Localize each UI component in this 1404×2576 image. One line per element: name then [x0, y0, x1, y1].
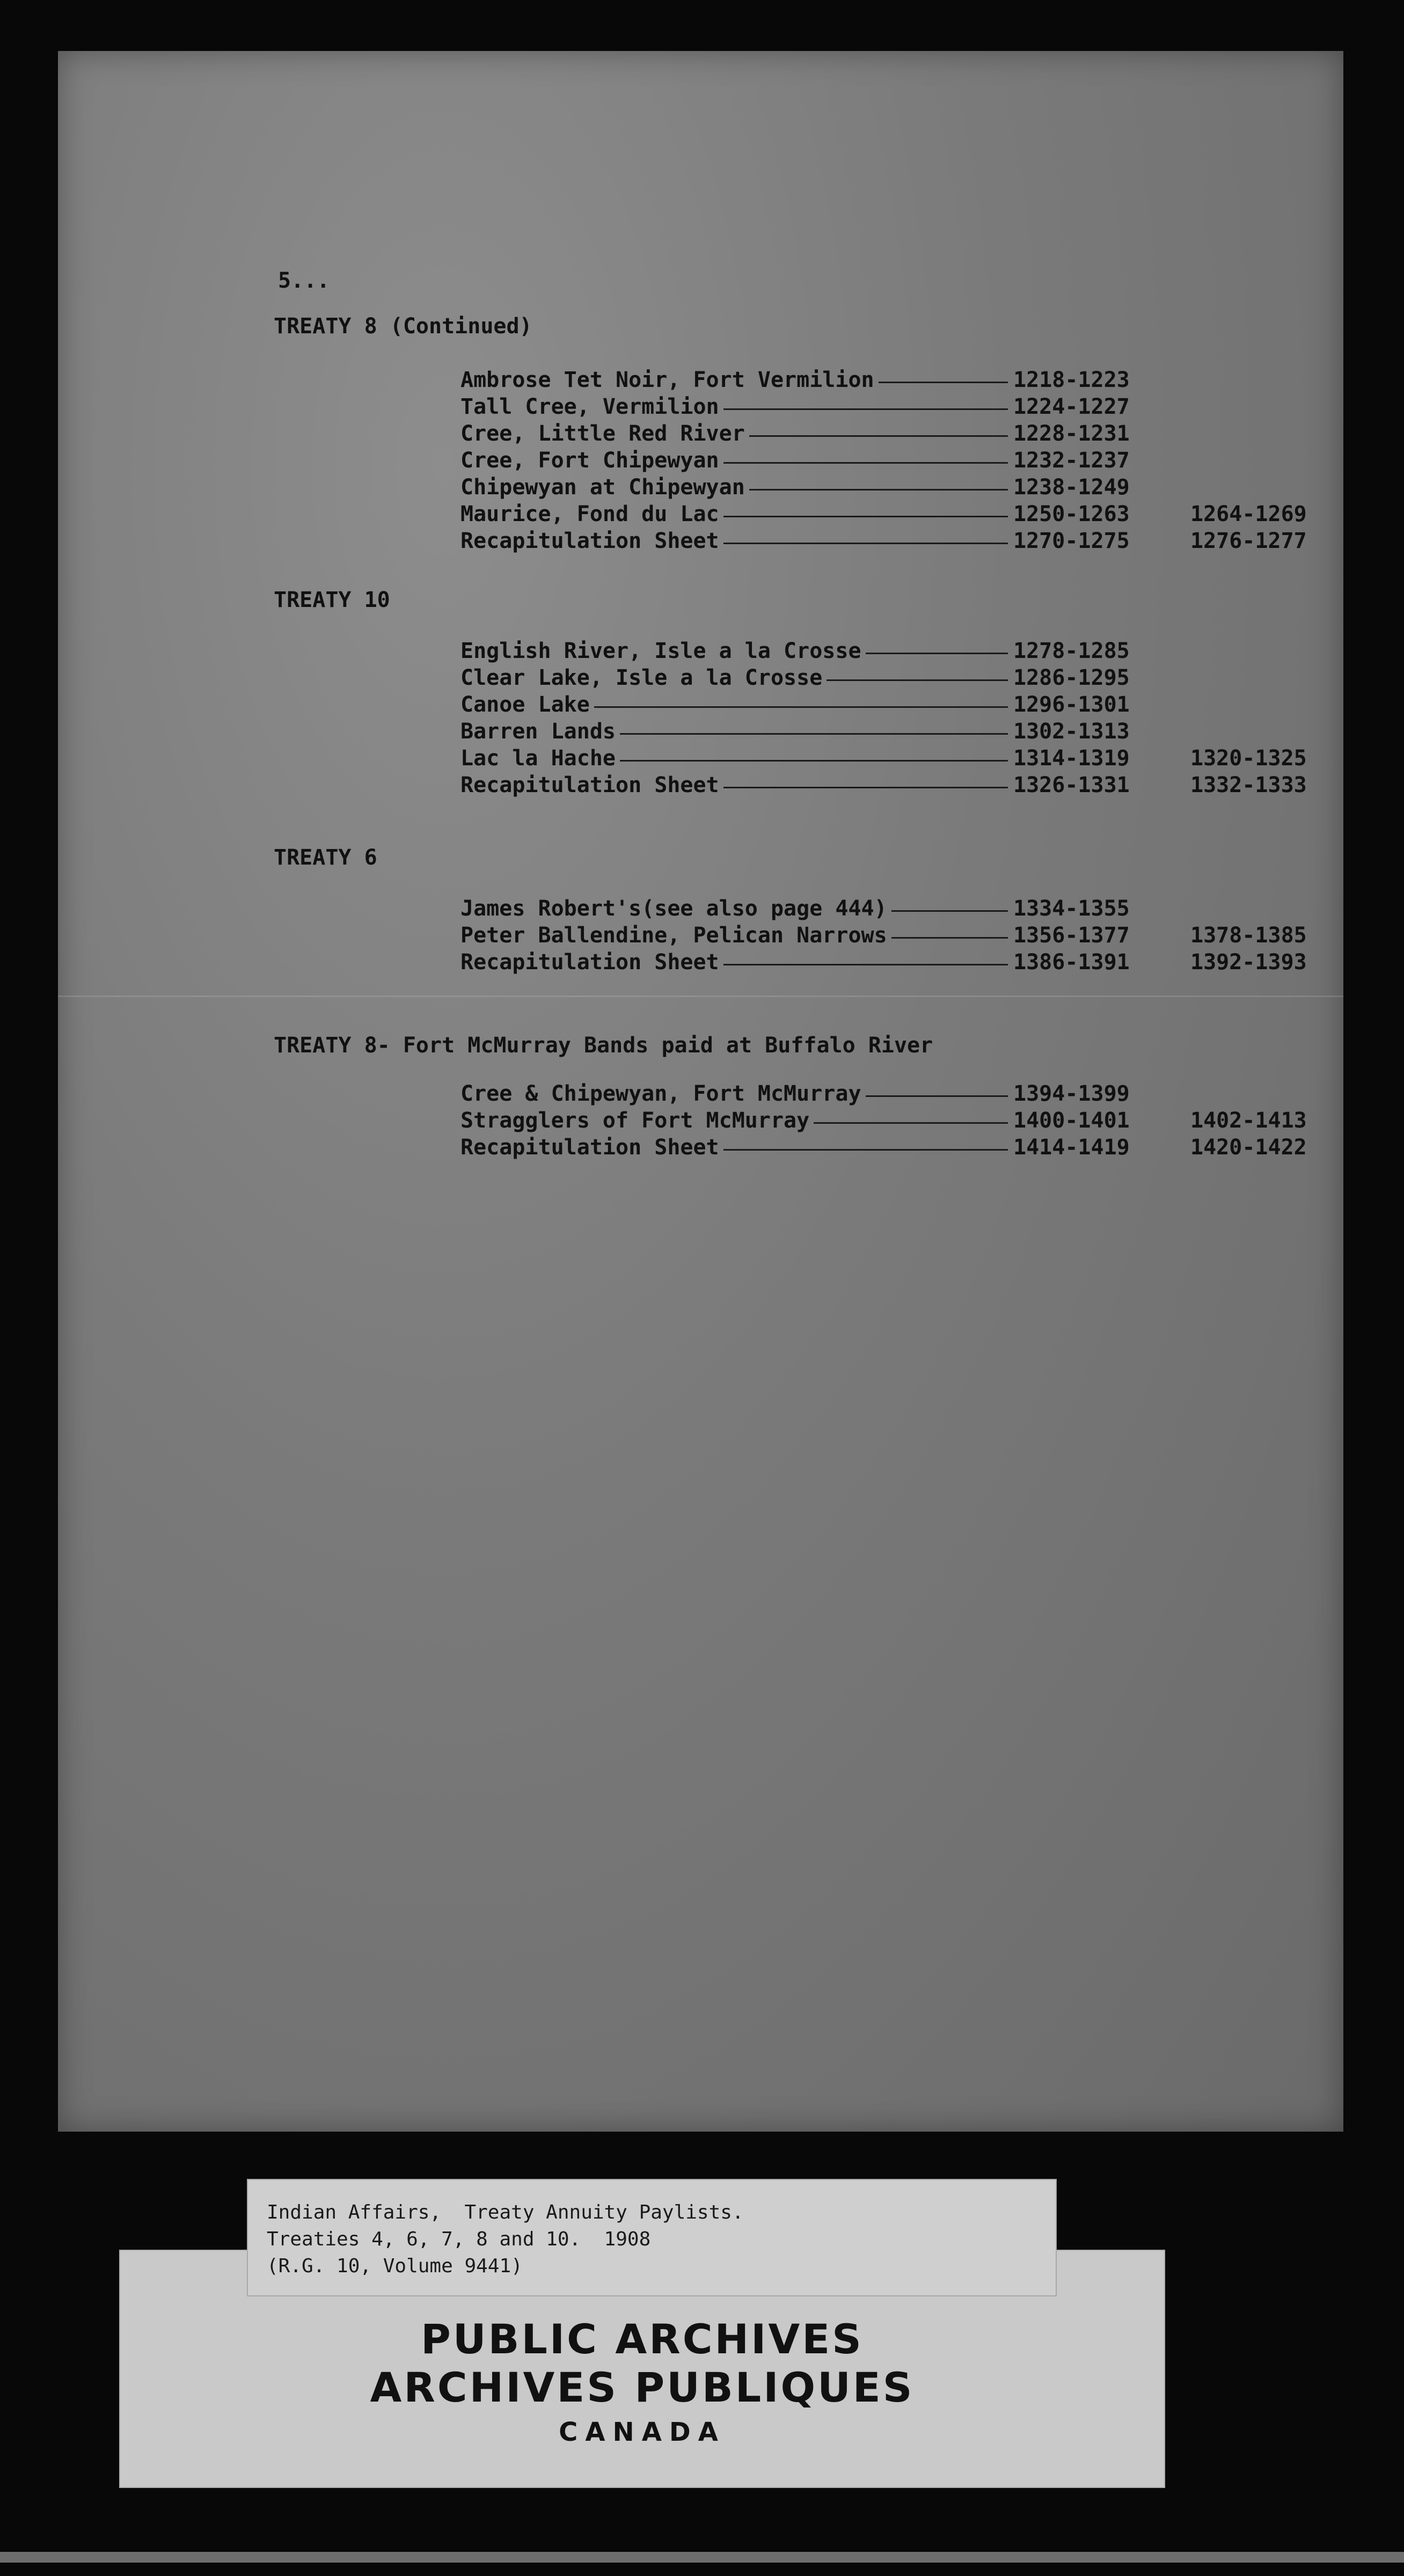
index-entry [460, 896, 1319, 923]
page-range: 1386-1391 [1013, 950, 1130, 975]
index-entry [460, 665, 1319, 692]
entry-label: Ambrose Tet Noir, Fort Vermilion [460, 368, 874, 392]
entry-label: Cree, Fort Chipewyan [460, 448, 719, 473]
page-range: 1326-1331 [1013, 773, 1130, 797]
index-entry [460, 502, 1319, 529]
page-range: 1302-1313 [1013, 719, 1130, 744]
index-entry [460, 639, 1319, 665]
leader-line [620, 760, 1008, 762]
index-entry [460, 1135, 1319, 1162]
index-entry [460, 1108, 1319, 1135]
page-range: 1250-1263 [1013, 502, 1130, 526]
card-line-1: Indian Affairs, Treaty Annuity Paylists. [267, 2201, 744, 2223]
card-line-2: Treaties 4, 6, 7, 8 and 10. 1908 [267, 2228, 651, 2250]
entry-label: Barren Lands [460, 719, 616, 744]
page-range-secondary: 1264-1269 [1190, 502, 1307, 526]
entry-label: Peter Ballendine, Pelican Narrows [460, 923, 887, 948]
leader-line [866, 653, 1008, 654]
entry-label: Stragglers of Fort McMurray [460, 1108, 810, 1133]
page-range-secondary: 1402-1413 [1190, 1108, 1307, 1133]
leader-line [723, 462, 1008, 464]
page-range: 1414-1419 [1013, 1135, 1130, 1160]
page-range: 1334-1355 [1013, 896, 1130, 921]
section-heading: TREATY 8 (Continued) [274, 314, 532, 339]
entry-label: Recapitulation Sheet [460, 529, 719, 553]
section-heading: TREATY 6 [274, 845, 377, 870]
index-entry [460, 421, 1319, 448]
leader-line [827, 679, 1008, 681]
entry-label: Recapitulation Sheet [460, 950, 719, 975]
entry-label: Lac la Hache [460, 746, 616, 771]
page-range: 1400-1401 [1013, 1108, 1130, 1133]
page-range: 1314-1319 [1013, 746, 1130, 771]
entry-label: Recapitulation Sheet [460, 773, 719, 797]
index-entry [460, 368, 1319, 394]
index-entry [460, 1081, 1319, 1108]
page-range: 1296-1301 [1013, 692, 1130, 717]
leader-line [891, 937, 1008, 939]
entry-label: Cree & Chipewyan, Fort McMurray [460, 1081, 861, 1106]
document-page [58, 51, 1343, 2132]
leader-line [866, 1095, 1008, 1097]
leader-line [879, 382, 1008, 383]
page-range: 1224-1227 [1013, 394, 1130, 419]
fold-line [58, 996, 1343, 997]
index-entry [460, 719, 1319, 746]
leader-line [749, 435, 1008, 437]
page-range: 1278-1285 [1013, 639, 1130, 663]
page-range: 1270-1275 [1013, 529, 1130, 553]
leader-line [594, 706, 1008, 708]
page-range: 1232-1237 [1013, 448, 1130, 473]
index-entry [460, 529, 1319, 555]
leader-line [723, 543, 1008, 544]
page-range-secondary: 1276-1277 [1190, 529, 1307, 553]
index-entry [460, 448, 1319, 475]
leader-line [723, 787, 1008, 788]
index-entry [460, 950, 1319, 977]
index-entry [460, 692, 1319, 719]
index-entry [460, 475, 1319, 502]
page-range-secondary: 1378-1385 [1190, 923, 1307, 948]
entry-label: Recapitulation Sheet [460, 1135, 719, 1160]
section-heading: TREATY 10 [274, 588, 390, 612]
stamp-line-3: CANADA [559, 2417, 726, 2447]
entry-label: Maurice, Fond du Lac [460, 502, 719, 526]
card-line-3: (R.G. 10, Volume 9441) [267, 2255, 523, 2277]
page-range: 1218-1223 [1013, 368, 1130, 392]
leader-line [620, 733, 1008, 735]
section-heading: TREATY 8- Fort McMurray Bands paid at Buffalo River [274, 1033, 933, 1058]
entry-label: Clear Lake, Isle a la Crosse [460, 665, 823, 690]
page-range-secondary: 1420-1422 [1190, 1135, 1307, 1160]
leader-line [814, 1122, 1008, 1124]
leader-line [723, 516, 1008, 517]
archive-reference-card [247, 2179, 1057, 2296]
entry-label: Tall Cree, Vermilion [460, 394, 719, 419]
page-range-secondary: 1320-1325 [1190, 746, 1307, 771]
page-range: 1228-1231 [1013, 421, 1130, 446]
page-range: 1356-1377 [1013, 923, 1130, 948]
index-entry [460, 746, 1319, 773]
entry-label: Canoe Lake [460, 692, 590, 717]
entry-label: English River, Isle a la Crosse [460, 639, 861, 663]
stamp-line-2: ARCHIVES PUBLIQUES [370, 2363, 915, 2411]
leader-line [749, 489, 1008, 491]
leader-line [723, 1149, 1008, 1151]
entry-label: Chipewyan at Chipewyan [460, 475, 745, 500]
index-entry [460, 773, 1319, 800]
page-range: 1286-1295 [1013, 665, 1130, 690]
leader-line [723, 408, 1008, 410]
film-edge-strip [0, 2552, 1404, 2563]
page-range: 1238-1249 [1013, 475, 1130, 500]
index-entry [460, 394, 1319, 421]
entry-label: James Robert's(see also page 444) [460, 896, 887, 921]
page-range: 1394-1399 [1013, 1081, 1130, 1106]
page-range-secondary: 1392-1393 [1190, 950, 1307, 975]
leader-line [891, 910, 1008, 912]
leader-line [723, 964, 1008, 965]
entry-label: Cree, Little Red River [460, 421, 745, 446]
page-number: 5... [278, 268, 330, 293]
page-range-secondary: 1332-1333 [1190, 773, 1307, 797]
index-entry [460, 923, 1319, 950]
stamp-line-1: PUBLIC ARCHIVES [421, 2315, 864, 2363]
